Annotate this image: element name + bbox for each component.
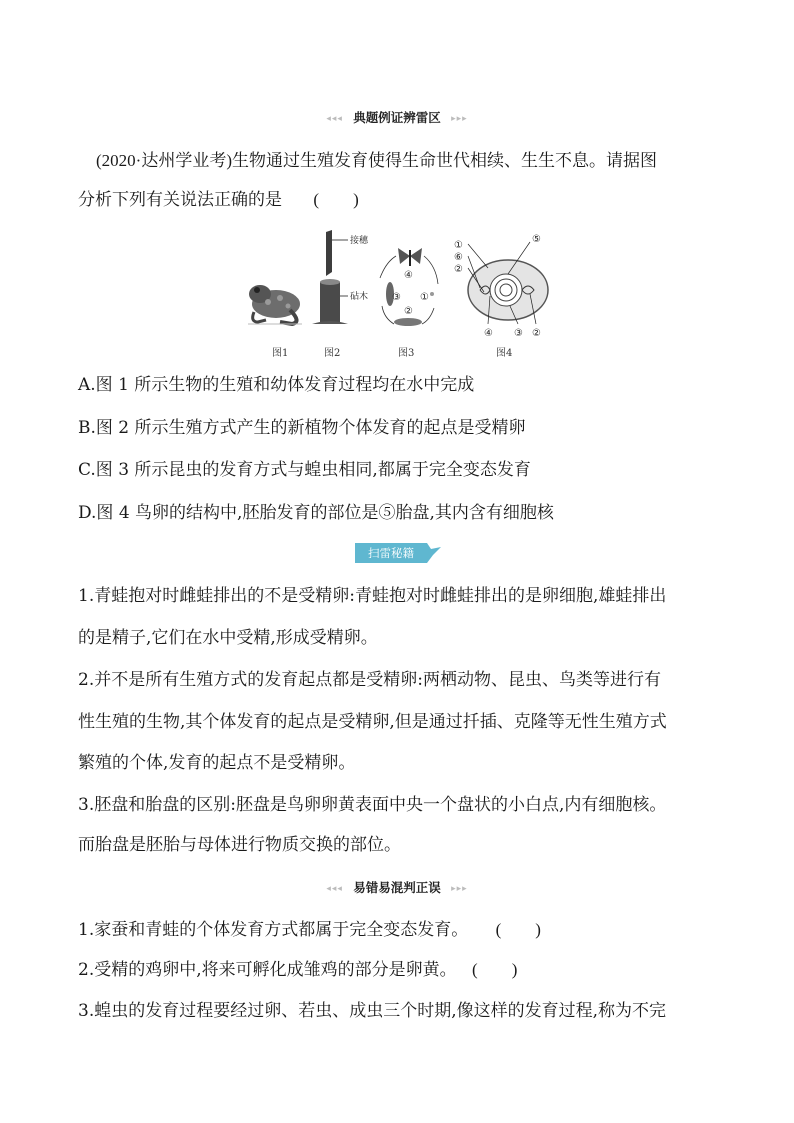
section-heading-examples	[0, 108, 794, 126]
judgment-2-bracket: ( )	[472, 960, 518, 979]
option-d: D.图 4 鸟卵的结构中,胚胎发育的部位是⑤胎盘,其内含有细胞核	[78, 503, 554, 523]
question-line-2	[78, 189, 359, 211]
judgment-1-text: 1.家蚕和青蛙的个体发育方式都属于完全变态发育。	[78, 920, 469, 940]
option-c: C.图 3 所示昆虫的发育方式与蝗虫相同,都属于完全变态发育	[78, 460, 531, 480]
section-title: 典题例证辨雷区	[353, 110, 441, 125]
scion-label: 接穗	[350, 236, 369, 246]
stock-label: 砧木	[350, 292, 369, 302]
figure-caption-3: 图3	[398, 348, 415, 359]
figure-caption-4: 图4	[496, 348, 513, 359]
right-arrows-icon: ▸▸▸	[451, 884, 468, 894]
bird-egg-illustration	[454, 234, 548, 339]
option-a: A.图 1 所示生物的生殖和幼体发育过程均在水中完成	[78, 375, 475, 395]
stage-mark-3: ③	[392, 292, 401, 303]
right-arrows-icon: ▸▸▸	[451, 114, 468, 124]
judgment-1-bracket: ( )	[495, 920, 541, 939]
figure-caption-2: 图2	[324, 348, 341, 359]
judgment-1	[78, 919, 541, 941]
egg-mark-5: ⑤	[532, 234, 541, 245]
tip-1-line-1: 1.青蛙抱对时雌蛙排出的不是受精卵:青蛙抱对时雌蛙排出的是卵细胞,雄蛙排出	[78, 586, 667, 606]
figure-caption-1: 图1	[272, 348, 289, 359]
left-arrows-icon: ◂◂◂	[326, 114, 343, 124]
question-source: (2020·达州学业考)	[96, 151, 232, 170]
frog-illustration	[248, 285, 302, 324]
grafting-illustration	[312, 230, 369, 324]
butterfly-lifecycle-illustration	[380, 248, 438, 326]
section-title: 易错易混判正误	[353, 880, 441, 895]
question-text-2: 分析下列有关说法正确的是	[78, 190, 282, 210]
tip-3-line-1: 3.胚盘和胎盘的区别:胚盘是鸟卵卵黄表面中央一个盘状的小白点,内有细胞核。	[78, 795, 667, 815]
tips-banner	[355, 543, 441, 563]
egg-mark-6: ⑥	[454, 252, 463, 263]
stage-mark-1: ①	[420, 292, 429, 303]
option-b: B.图 2 所示生殖方式产生的新植物个体发育的起点是受精卵	[78, 418, 526, 438]
judgment-2-text: 2.受精的鸡卵中,将来可孵化成雏鸡的部分是卵黄。	[78, 960, 457, 980]
tip-2-line-2: 性生殖的生物,其个体发育的起点是受精卵,但是通过扦插、克隆等无性生殖方式	[78, 712, 667, 732]
egg-mark-2-left: ②	[454, 264, 463, 275]
stage-mark-4: ④	[404, 270, 413, 281]
tip-1-line-2: 的是精子,它们在水中受精,形成受精卵。	[78, 628, 378, 648]
question-line-1	[96, 150, 657, 172]
egg-mark-1: ①	[454, 240, 463, 251]
egg-mark-4: ④	[484, 328, 493, 339]
stage-mark-2: ②	[404, 306, 413, 317]
figure-illustrations	[240, 226, 560, 342]
egg-mark-3: ③	[514, 328, 523, 339]
tip-3-line-2: 而胎盘是胚胎与母体进行物质交换的部位。	[78, 835, 401, 855]
biology-figure	[240, 226, 560, 362]
tip-2-line-3: 繁殖的个体,发育的起点不是受精卵。	[78, 753, 356, 773]
banner-label: 扫雷秘籍	[368, 546, 414, 560]
egg-mark-2: ②	[532, 328, 541, 339]
left-arrows-icon: ◂◂◂	[326, 884, 343, 894]
question-text-1: 生物通过生殖发育使得生命世代相续、生生不息。请据图	[231, 151, 657, 171]
judgment-3: 3.蝗虫的发育过程要经过卵、若虫、成虫三个时期,像这样的发育过程,称为不完	[78, 1001, 667, 1021]
judgment-2	[78, 959, 517, 981]
section-heading-mistakes	[0, 878, 794, 896]
answer-bracket: ( )	[313, 190, 359, 209]
tip-2-line-1: 2.并不是所有生殖方式的发育起点都是受精卵:两栖动物、昆虫、鸟类等进行有	[78, 670, 661, 690]
